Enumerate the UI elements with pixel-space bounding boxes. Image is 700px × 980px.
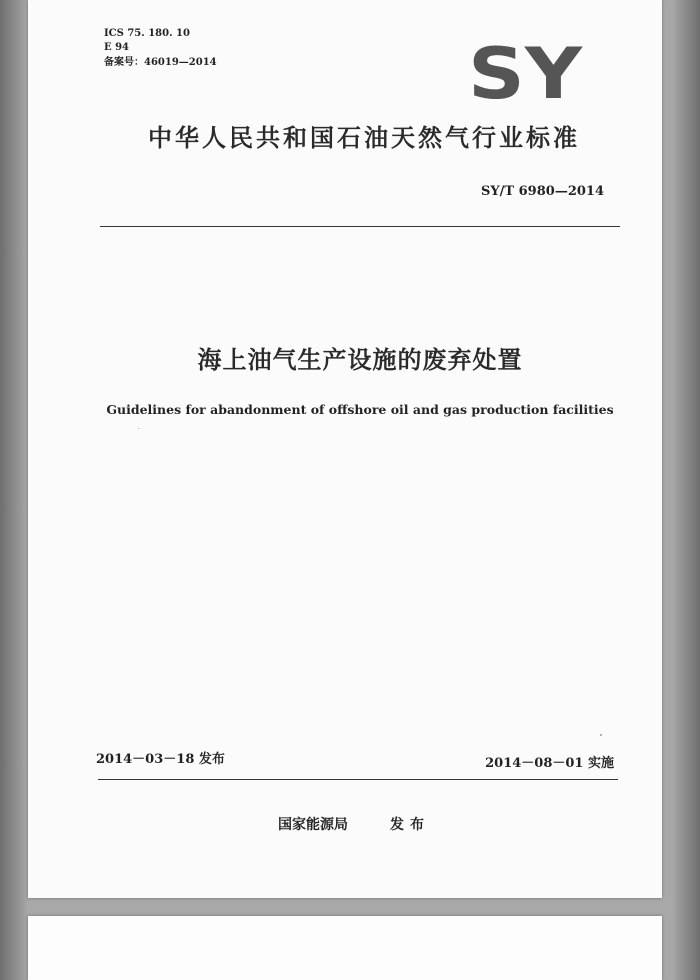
publish-label: 发布 — [390, 817, 430, 833]
document-title-english: Guidelines for abandonment of offshore oil and gas production facilities — [106, 402, 614, 417]
header-divider — [100, 226, 620, 227]
document-title-chinese: 海上油气生产设施的废弃处置 — [197, 346, 523, 374]
record-number: 备案号：46019—2014 — [104, 57, 217, 68]
sy-logo — [466, 40, 584, 104]
standard-number: SY/T 6980—2014 — [481, 184, 604, 199]
implementation-date: 2014－08－01 实施 — [485, 756, 614, 771]
footer-divider — [98, 779, 618, 780]
ics-code: ICS 75. 180. 10 — [104, 28, 190, 39]
document-page-1[interactable] — [28, 0, 662, 898]
classification-code: E 94 — [104, 42, 130, 53]
publisher-name: 国家能源局 — [278, 817, 348, 833]
scan-speck — [600, 734, 602, 736]
issue-date: 2014－03－18 发布 — [96, 752, 225, 767]
industry-standard-title: 中华人民共和国石油天然气行业标准 — [148, 124, 580, 152]
document-page-2[interactable] — [28, 916, 662, 980]
sy-logo-text: SY — [468, 40, 584, 104]
scan-speck — [138, 428, 139, 429]
